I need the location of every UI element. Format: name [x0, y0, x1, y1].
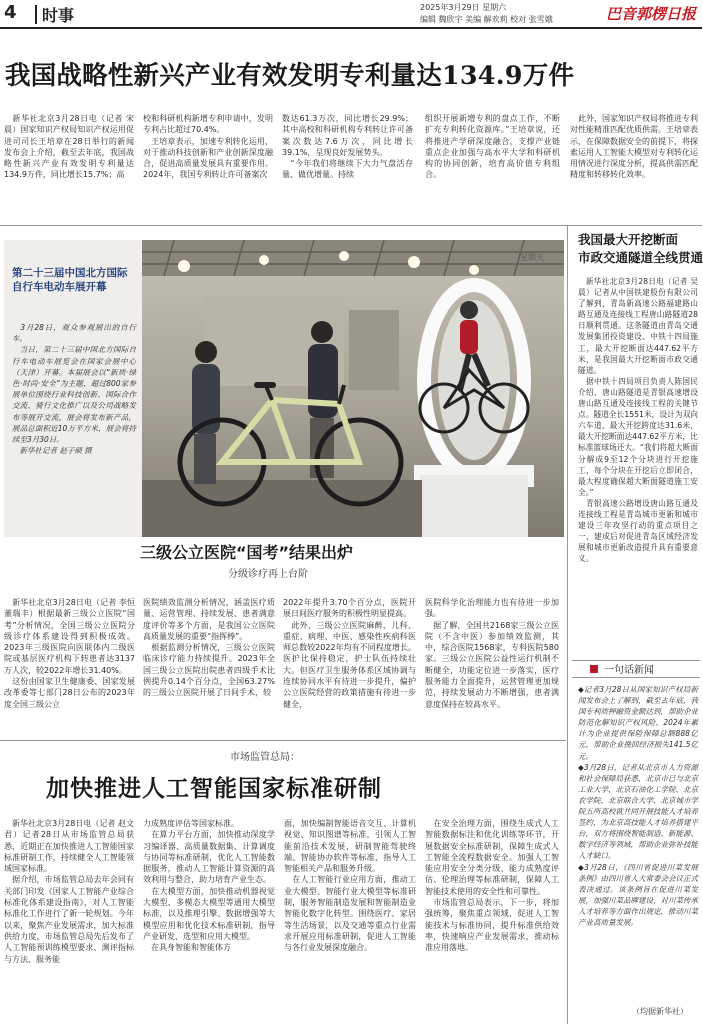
- sidebar-story-body: 新华社北京3月28日电（记者 吴晨）记者从中国铁建股份有限公司了解到，青岛新高速公路福建路山路互通及连接线工程唐山路隧道28日顺利贯通。这条隧道由青岛交通发展集团投资建设、中铁十四局施工，最大开挖断面达447.62平方米，是我国最大开挖断面市政交通隧道。 据中铁十四局项目负责人陈国民介绍，唐山路隧道是青银高速增设唐山路互通及连接线工程的关键节点。隧道全长1551米，设计为双向六车道、最大开挖跨度达31.6米，最大开挖断面达447.62平方米，比标准篮球场还大。“我们将超大断面分解成9至12个分块进行开挖施工，每个分块在开挖后立即闭合，最大程度确保超大断面隧道施工安全。” 青银高速公路增设唐山路互通及连接线工程是青岛城市更新和城市建设三年攻坚行动的重点项目之一，建成后对促进青岛区域经济发展和城市更新改造提升具有重要意义。: [578, 277, 698, 564]
- ai-col-1: 新华社北京3月28日电（记者 赵文君）记者28日从市场监管总局获悉，近期正在加快推进人工智能国家标准研制工作，持续健全人工智能领域国家标准。 据介绍，市场监管总局去年会同有关部门印发《国家人工智能产业综合标准化体系建设指南》，对人工智能标准化工作进行了新一轮规划。今年以来，聚焦产业发展需求，加大标准供给力度，市场监管总局先后发布了人工智能预训练模型要求、测评指标与方法、服务能: [4, 819, 134, 964]
- sidebar-headline-1: 我国最大开挖断面: [578, 232, 679, 247]
- sidebar-headline-2: 市政交通隧道全线贯通: [578, 250, 703, 265]
- photo-caption-body: 3月28日，观众参观展出的自行车。 当日，第二十三届中国北方国际自行车电动车展览会在国家会展中心（天津）开幕。本届展会以“新质·绿色·时尚·安全”为主题，超过800家参展单位围绕行业科技创新、国际合作交流、骑行文化推广以及公司战略发布等展开交流，展会将发布新产品，展品总面积近10万平方米，展会将持续至3月30日。 新华社记者 赵子硕 摄: [12, 323, 136, 456]
- briefs-marker: [590, 665, 598, 673]
- lead-headline: 我国战略性新兴产业有效发明专利量达134.9万件: [5, 61, 575, 91]
- lead-col-3: 数达61.3万次，同比增长29.9%；其中高校和科研机构专利转让许可备案次数达7.6万次，同比增长39.1%，呈现良好发展势头。 “今年我们将继续下大力气盘活存量、做优增量。持续: [282, 114, 413, 180]
- sidebar-divider: [567, 226, 568, 1024]
- ai-col-4: 在安全治理方面，围绕生成式人工智能数据标注和优化训练等环节，开展数据安全标准研制，保障生成式人工智能全流程数据安全。加强人工智能应用安全分类分级、能力成熟度评估、伦理治理等标准研制，保障人工智能技术使用的安全性和可靠性。 市场监管总局表示，下一步，将加强统筹，聚焦重点领域，促进人工智能技术与标准协同，提升标准供给效率，快速响应产业发展需求，推动标准应用落地。: [425, 819, 559, 953]
- section-divider: [35, 5, 37, 24]
- issue-date: 2025年3月29日 星期六: [420, 3, 507, 12]
- hospital-headline: 三级公立医院“国考”结果出炉: [140, 543, 354, 562]
- briefs-title: 一句话新闻: [604, 665, 654, 676]
- ai-kicker: 市场监管总局：: [230, 752, 300, 763]
- ai-col-2: 力成熟度评估等国家标准。 在算力平台方面，加快推动深度学习编译器、高质量数据集、计算调度与协同等标准研制，优化人工智能数据服务，推动人工智能计算资源的高效利用与整合，助力培育产业生态。 在大模型方面，加快推动机器视觉大模型、多模态大模型等通用大模型标准，以及推理引擎、数据增强等大模型应用和优化技术标准研制，指导产业研发、选型和应用大模型。 在具身智能和智能体方: [143, 819, 275, 953]
- hospital-col-1: 新华社北京3月28日电（记者 李恒 董瑞丰）根据最新三级公立医院“国考”分析情况，全国三级公立医院分级诊疗体系建设得到积极成效。2023年三级医院向医联体内二级医院或基层医疗机构下转患者达3137万人次，较2022年增长31.40%。 这份由国家卫生健康委、国家发展改革委等七部门28日公布的2023年度全国三级公立: [4, 598, 135, 709]
- hospital-rule: [0, 740, 566, 741]
- lead-col-5: 此外，国家知识产权局将推进专利对性能精准匹配优质供需。王培章表示，在保障数据安全的前提下，将探索运用人工智能大模型对专利转化运用情况进行深度分析，提高供需匹配精度和转移转化效率。: [570, 114, 698, 180]
- ai-headline: 加快推进人工智能国家标准研制: [46, 775, 382, 802]
- briefs-credit: （均据新华社）: [632, 1007, 688, 1016]
- briefs-body: ◆记者3月28日从国家知识产权局新闻发布会上了解到，截至去年底，我国专利质押融资金额达到，帮助企业防范化解知识产权风险，2024年累计为企业提供保险保障总额888亿元，帮助企业挽回经济损失141.5亿元。 ◆3月28日，记者从北京市人力资源和社会保障局获悉，北京市已与北京工业大学、北京石油化工学院、北京农学院、北京联合大学、北京城市学院五所高校就共同开展技能人才培养签约，为北京高技能人才培养搭建平台，双方将围绕智能制造、新能源、数字经济等领域，帮助企业弥补技能人才缺口。 ◆3月28日，《四川省促进川菜发展条例》由四川省人大常委会会议正式表决通过。该条例旨在促进川菜发展，加强川菜品牌建设，对川菜传承人才培养等方面作出规定，推动川菜产业高质量发展。: [578, 685, 698, 927]
- lead-col-4: 组织开展新增专利的盘点工作，不断扩充专利转化资源库。”王培章说，还将推进产学研深度融合，支撑产业链重点企业加强与高水平大学和科研机构的协同创新，培育高价值专利组合。: [425, 114, 560, 180]
- masthead-rule: [0, 27, 702, 29]
- lead-rule: [0, 225, 702, 226]
- lead-col-1: 新华社北京3月28日电（记者 宋晨）国家知识产权局知识产权运用促进司司长王培章在28日举行的新闻发布会上介绍，截至去年底，我国战略性新兴产业有效发明专利量达134.9万件，同比增长15.7%；高: [4, 114, 134, 180]
- photo-caption-title: 第二十三届中国北方国际自行车电动车展开幕: [12, 267, 128, 293]
- ai-col-3: 面，加快编制智能语音交互、计算机视觉、知识图谱等标准，引领人工智能前沿技术发展，研制智能驾驶终端、智能协办软件等标准，指导人工智能相关产品和服务升级。 在人工智能行业应用方面，推动工业大模型、智能行业大模型等标准研制，服务智能制造发展和智能制造业智能化数字化转型。围绕医疗、家居等生活场景，以及交通等重点行业需求开展应用标准研制，促进人工智能与各行业发展深度融合。: [284, 819, 416, 953]
- lead-col-2: 校和科研机构新增专利申请中，发明专利占比超过70.4%。 王培章表示，加速专利转化运用，对于推动科技创新和产业创新深度融合，促进高质量发展具有重要作用。2024年，我国专利转让许可备案次: [143, 114, 273, 180]
- section-name: 时事: [42, 6, 75, 25]
- hospital-col-2: 医院绩效监测分析情况，涵盖医疗质量、运营管理、持续发展、患者满意度评价等多个方面，是我国公立医院高质量发展的重要“指挥棒”。 根据监测分析情况，三级公立医院临床诊疗能力持续提升。2023年全国三级公立医院出院患者四级手术比例提升0.14个百分点，全国63.27%的三级公立医院开展了日间手术，较: [143, 598, 275, 698]
- editor-credits: 编辑 魏欣宇 美编 解欢莉 校对 张雪娥: [420, 15, 553, 24]
- briefs-rule: [572, 677, 700, 678]
- hospital-subhead: 分级诊疗再上台阶: [228, 569, 308, 580]
- booth-sign: 星期天: [520, 253, 544, 262]
- newspaper-logo: 巴音郭楞日报: [606, 5, 697, 23]
- hospital-col-3: 2022年提升3.70个百分点，医院开展日间医疗服务的积极性明显提高。 此外，三级公立医院麻醉、儿科、重症、病理、中医、感染性疾病科医师总数较2022年均有不同程度增长。医护比保持稳定，护士队伍持续壮大。但医疗卫生服务体系区域协调与连续协同水平有待进一步提升，偏护公立医院经营的政策措施有待进一步健全，: [283, 598, 416, 709]
- page-number: 4: [4, 2, 17, 23]
- hospital-col-4: 医院科学化治理能力也有待进一步加强。 据了解，全国共2168家三级公立医院（不含中医）参加绩效监测，其中，综合医院1568家，专科医院580家。三级公立医院公益性运行机制不断健全，功能定位进一步落实，医疗服务能力全面提升，运营管理更加规范，持续发展动力不断增强，患者满意度保持在较高水平。: [425, 598, 559, 709]
